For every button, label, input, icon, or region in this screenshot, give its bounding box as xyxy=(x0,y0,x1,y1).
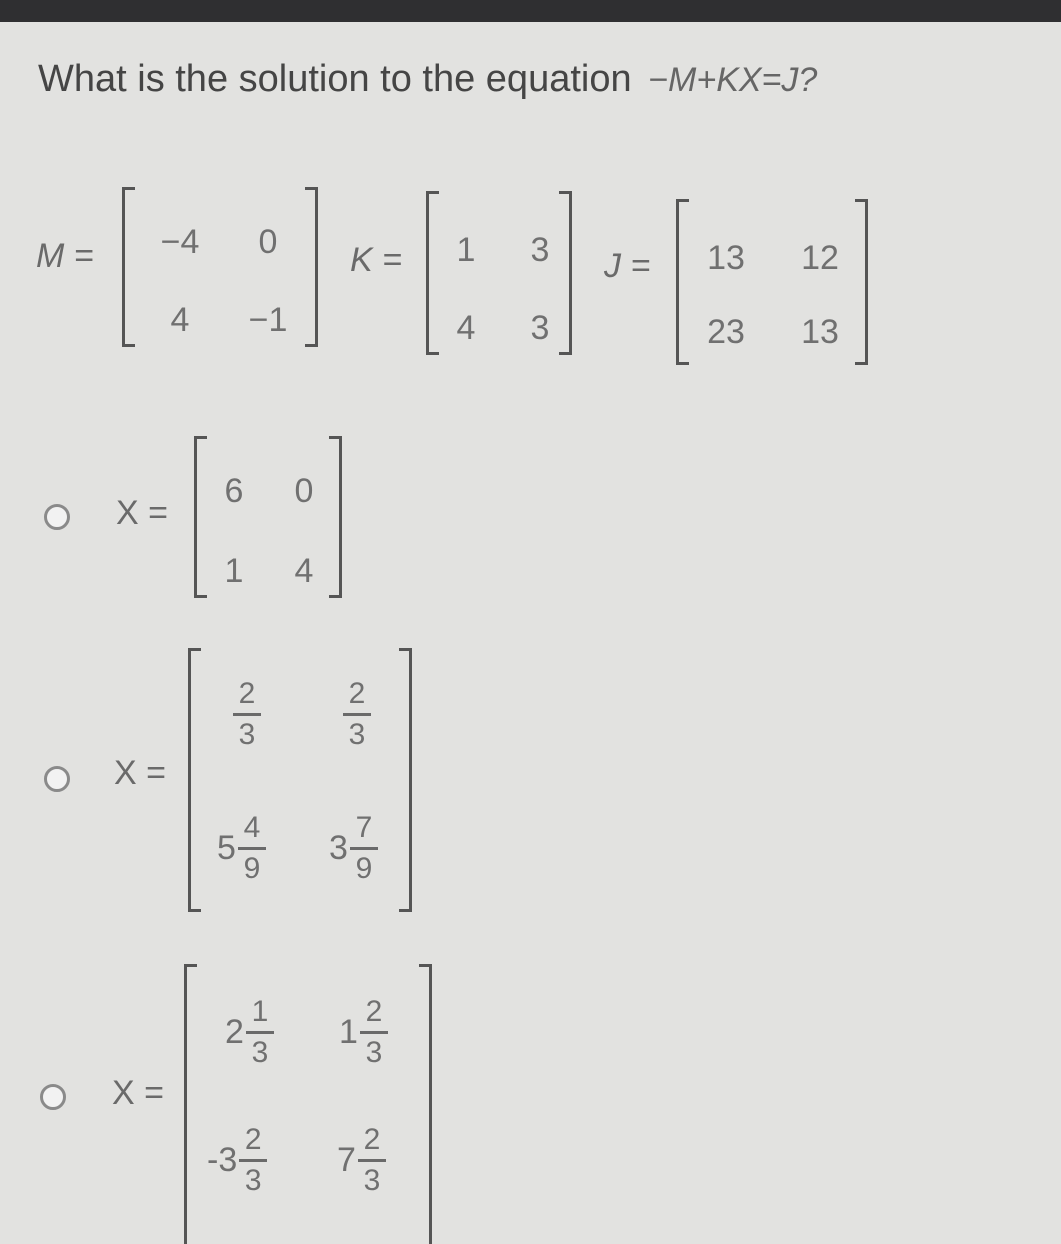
matrix-m-label: M = xyxy=(36,237,94,275)
option-matrix-cell: -3 2 3 xyxy=(207,1124,267,1196)
option-matrix-cell: 3 7 9 xyxy=(329,812,378,884)
option-matrix xyxy=(184,964,432,1244)
matrix-m-cell: 4 xyxy=(170,301,190,339)
matrix-m-cell: −1 xyxy=(248,301,288,339)
option-matrix xyxy=(194,436,342,598)
answer-option-3[interactable] xyxy=(0,964,1061,1219)
question-prefix: What is the solution to the equation xyxy=(38,58,632,100)
matrix-j-label: J = xyxy=(604,247,651,285)
option-matrix-cell: 4 xyxy=(294,552,314,590)
matrix-j xyxy=(676,199,868,365)
answer-option-2[interactable] xyxy=(0,648,1061,918)
top-bar xyxy=(0,0,1061,22)
matrix-k-label: K = xyxy=(350,241,402,279)
matrix-k-cell: 3 xyxy=(530,231,550,269)
radio-button[interactable] xyxy=(44,504,70,530)
matrix-j-cell: 12 xyxy=(801,239,839,277)
option-label: X = xyxy=(116,494,168,532)
option-matrix-cell: 5 4 9 xyxy=(217,812,266,884)
radio-button[interactable] xyxy=(44,766,70,792)
matrix-k-cell: 3 xyxy=(530,309,550,347)
option-matrix-cell: 6 xyxy=(224,472,244,510)
option-matrix-cell: 7 2 3 xyxy=(337,1124,386,1196)
question-text xyxy=(38,58,1038,101)
matrix-j-cell: 23 xyxy=(707,313,745,351)
given-matrices xyxy=(0,185,1061,375)
matrix-m-cell: −4 xyxy=(160,223,200,261)
question-equation: −M+KX=J? xyxy=(648,61,818,99)
option-label: X = xyxy=(112,1074,164,1112)
matrix-m-cell: 0 xyxy=(258,223,278,261)
matrix-k-cell: 1 xyxy=(456,231,476,269)
radio-button[interactable] xyxy=(40,1084,66,1110)
matrix-m xyxy=(122,187,318,347)
answer-option-1[interactable] xyxy=(0,430,1061,600)
matrix-j-cell: 13 xyxy=(801,313,839,351)
option-matrix-cell: 0 xyxy=(294,472,314,510)
option-matrix-cell: 2 3 xyxy=(341,678,371,750)
matrix-k-cell: 4 xyxy=(456,309,476,347)
option-matrix xyxy=(188,648,412,912)
option-label: X = xyxy=(114,754,166,792)
option-matrix-cell: 2 3 xyxy=(231,678,261,750)
option-matrix-cell: 1 2 3 xyxy=(339,996,388,1068)
option-matrix-cell: 2 1 3 xyxy=(225,996,274,1068)
matrix-k xyxy=(426,191,572,355)
matrix-j-cell: 13 xyxy=(707,239,745,277)
option-matrix-cell: 1 xyxy=(224,552,244,590)
